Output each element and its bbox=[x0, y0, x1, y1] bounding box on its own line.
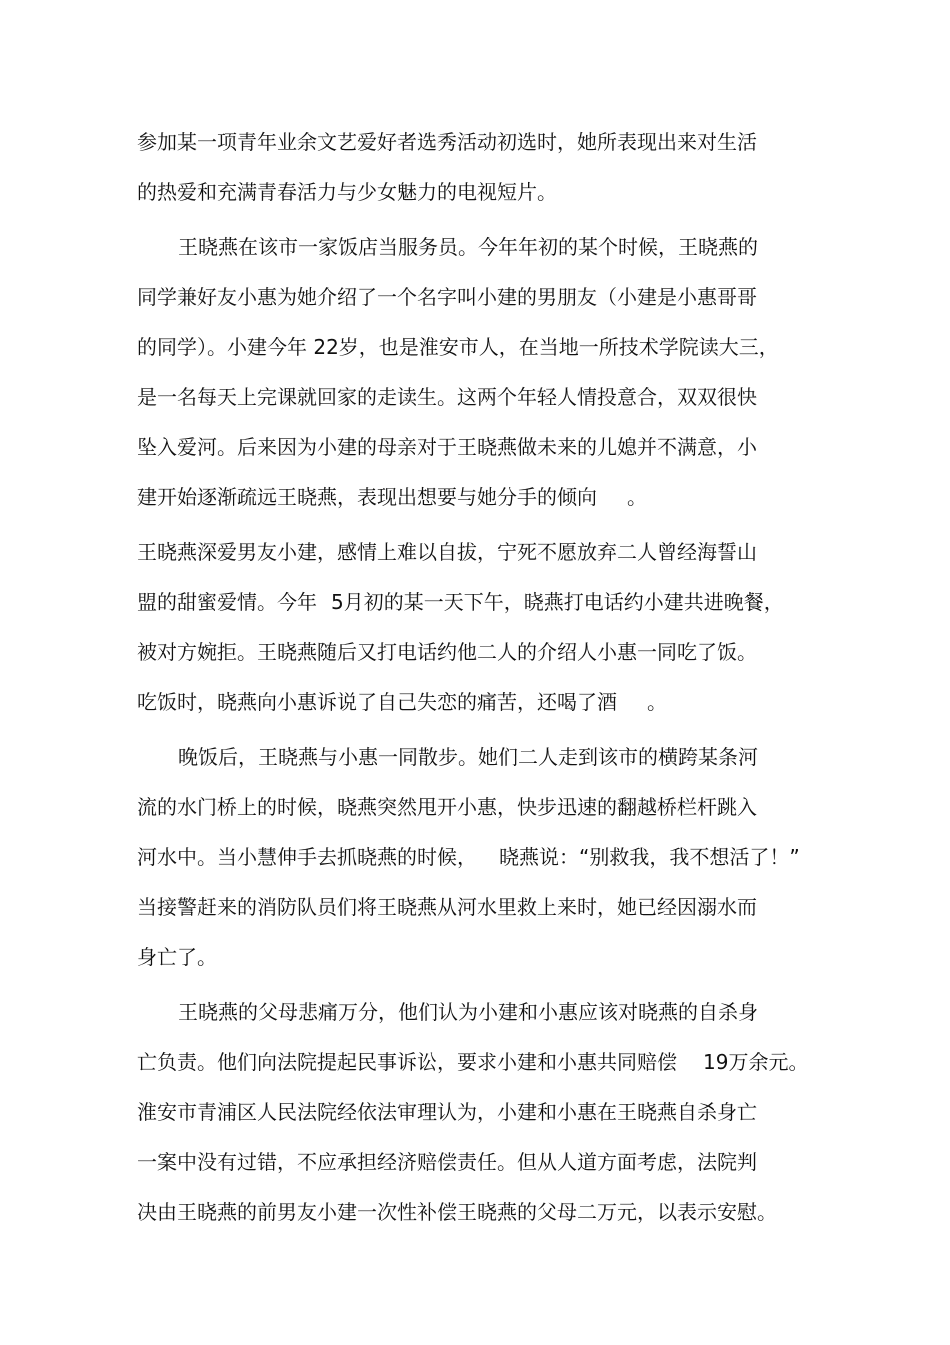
text-line: 被对方婉拒。王晓燕随后又打电话约他二人的介绍人小惠一同吃了饭。 bbox=[137, 640, 757, 664]
text-line: 一案中没有过错，不应承担经济赔偿责任。但从人道方面考虑，法院判 bbox=[137, 1150, 757, 1174]
text-segment: 吃饭时，晓燕向小惠诉说了自己失恋的痛苦，还喝了酒 bbox=[137, 690, 617, 714]
paragraph-start-line: 王晓燕在该市一家饭店当服务员。今年年初的某个时候，王晓燕的 bbox=[178, 235, 758, 259]
text-segment: 建开始逐渐疏远王晓燕，表现出想要与她分手的倾向 bbox=[137, 485, 597, 509]
text-segment: 5月初的某一天下午，晓燕打电话约小建共进晚餐， bbox=[331, 590, 784, 614]
text-line bbox=[137, 590, 784, 614]
text-line: 的同学）。小建今年 22岁，也是淮安市人，在当地一所技术学院读大三， bbox=[137, 335, 779, 359]
text-line: 当接警赶来的消防队员们将王晓燕从河水里救上来时，她已经因溺水而 bbox=[137, 895, 757, 919]
text-segment: 19万余元。 bbox=[703, 1050, 809, 1074]
text-line: 坠入爱河。后来因为小建的母亲对于王晓燕做未来的儿媳并不满意，小 bbox=[137, 435, 757, 459]
text-line: 身亡了。 bbox=[137, 945, 217, 969]
paragraph-start-line: 晚饭后，王晓燕与小惠一同散步。她们二人走到该市的横跨某条河 bbox=[178, 745, 758, 769]
text-line bbox=[137, 690, 667, 714]
text-line: 淮安市青浦区人民法院经依法审理认为，小建和小惠在王晓燕自杀身亡 bbox=[137, 1100, 757, 1124]
text-segment: 亡负责。他们向法院提起民事诉讼，要求小建和小惠共同赔偿 bbox=[137, 1050, 677, 1074]
text-line: 流的水门桥上的时候，晓燕突然甩开小惠，快步迅速的翻越桥栏杆跳入 bbox=[137, 795, 757, 819]
text-line bbox=[137, 845, 800, 869]
text-segment: 盟的甜蜜爱情。今年 bbox=[137, 590, 317, 614]
text-line: 是一名每天上完课就回家的走读生。这两个年轻人情投意合，双双很快 bbox=[137, 385, 757, 409]
paragraph-start-line: 王晓燕的父母悲痛万分，他们认为小建和小惠应该对晓燕的自杀身 bbox=[178, 1000, 758, 1024]
text-segment: 河水中。当小慧伸手去抓晓燕的时候， bbox=[137, 845, 477, 869]
text-line: 决由王晓燕的前男友小建一次性补偿王晓燕的父母二万元，以表示安慰。 bbox=[137, 1200, 777, 1224]
text-line bbox=[137, 1050, 808, 1074]
text-line: 王晓燕深爱男友小建，感情上难以自拔，宁死不愿放弃二人曾经海誓山 bbox=[137, 540, 757, 564]
text-segment: 。 bbox=[647, 690, 667, 714]
text-segment: 。 bbox=[627, 485, 647, 509]
text-line bbox=[137, 485, 647, 509]
text-line: 的热爱和充满青春活力与少女魅力的电视短片。 bbox=[137, 180, 557, 204]
text-line: 参加某一项青年业余文艺爱好者选秀活动初选时，她所表现出来对生活 bbox=[137, 130, 757, 154]
text-line: 同学兼好友小惠为她介绍了一个名字叫小建的男朋友（小建是小惠哥哥 bbox=[137, 285, 757, 309]
text-segment: 晓燕说：“别救我，我不想活了！” bbox=[499, 845, 800, 869]
